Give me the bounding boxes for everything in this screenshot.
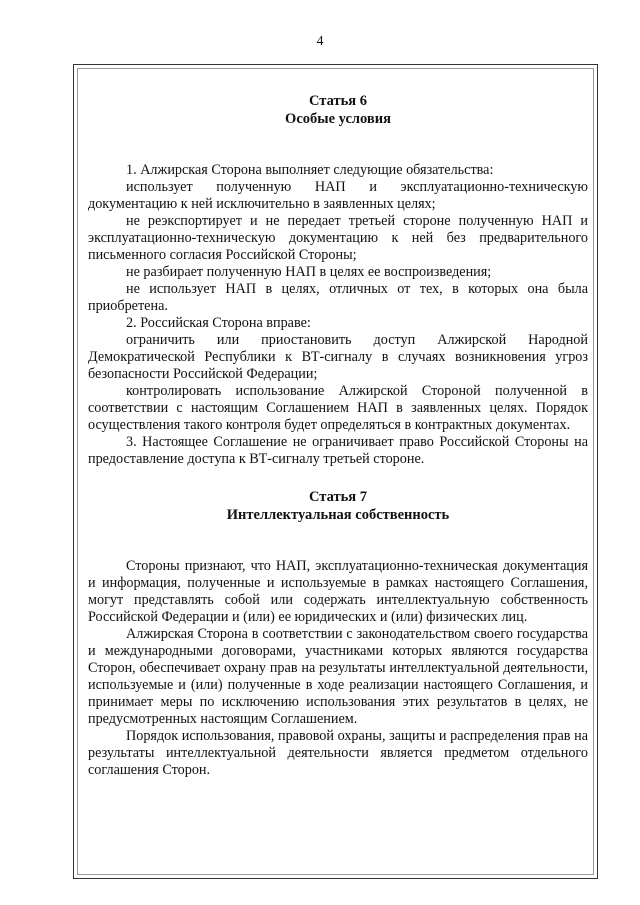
document-body: [88, 92, 588, 779]
paragraph: 1. Алжирская Сторона выполняет следующие обязательства:: [126, 162, 494, 178]
page-number: 4: [316, 34, 324, 49]
article-6-text: [88, 162, 588, 468]
paragraph: не использует НАП в целях, отличных от тех, в которых она была приобретена.: [88, 281, 588, 314]
article-7-subtitle: Интеллектуальная собственность: [226, 507, 450, 523]
article-6-heading: [88, 92, 588, 128]
paragraph: контролировать использование Алжирской Стороной полученной в соответствии с настоящим Соглашением НАП в заявленных целях. Порядок осуществления такого контроля будет определяться в контрактных документах.: [88, 383, 588, 433]
article-7-text: [88, 558, 588, 779]
paragraph: не разбирает полученную НАП в целях ее воспроизведения;: [126, 264, 492, 280]
article-7-heading: [88, 488, 588, 524]
spacer: [88, 541, 588, 558]
paragraph: не реэкспортирует и не передает третьей стороне полученную НАП и эксплуатационно-техническую документацию к ней без предварительного письменного согласия Российской Стороны;: [88, 213, 588, 263]
paragraph: использует полученную НАП и эксплуатационно-техническую документацию к ней исключительно в заявленных целях;: [88, 179, 588, 212]
spacer: [88, 145, 588, 162]
paragraph: Стороны признают, что НАП, эксплуатационно-техническая документация и информация, полученные и используемые в рамках настоящего Соглашения, могут представлять собой или содержать интеллектуальную собственность Российской Федерации и (или) ее юридических и (или) физических лиц.: [88, 558, 588, 625]
paragraph: Порядок использования, правовой охраны, защиты и распределения прав на результаты интеллектуальной деятельности является предметом отдельного соглашения Сторон.: [88, 728, 588, 778]
paragraph: 2. Российская Сторона вправе:: [126, 315, 311, 331]
article-6-title: Статья 6: [309, 93, 367, 109]
paragraph: 3. Настоящее Соглашение не ограничивает право Российской Стороны на предоставление доступа к ВТ-сигналу третьей стороне.: [88, 434, 588, 467]
article-7-title: Статья 7: [309, 489, 367, 505]
article-6-subtitle: Особые условия: [285, 111, 391, 127]
paragraph: Алжирская Сторона в соответствии с законодательством своего государства и международными договорами, участниками которых являются государства Сторон, обеспечивает охрану прав на результаты интеллектуальной деятельности, используемые и (или) полученные в ходе реализации настоящего Соглашения, и принимает меры по исключению использования этих результатов в целях, не предусмотренных настоящим Соглашением.: [88, 626, 588, 727]
paragraph: ограничить или приостановить доступ Алжирской Народной Демократической Республики к ВТ-сигналу в случаях возникновения угроз безопасности Российской Федерации;: [88, 332, 588, 382]
